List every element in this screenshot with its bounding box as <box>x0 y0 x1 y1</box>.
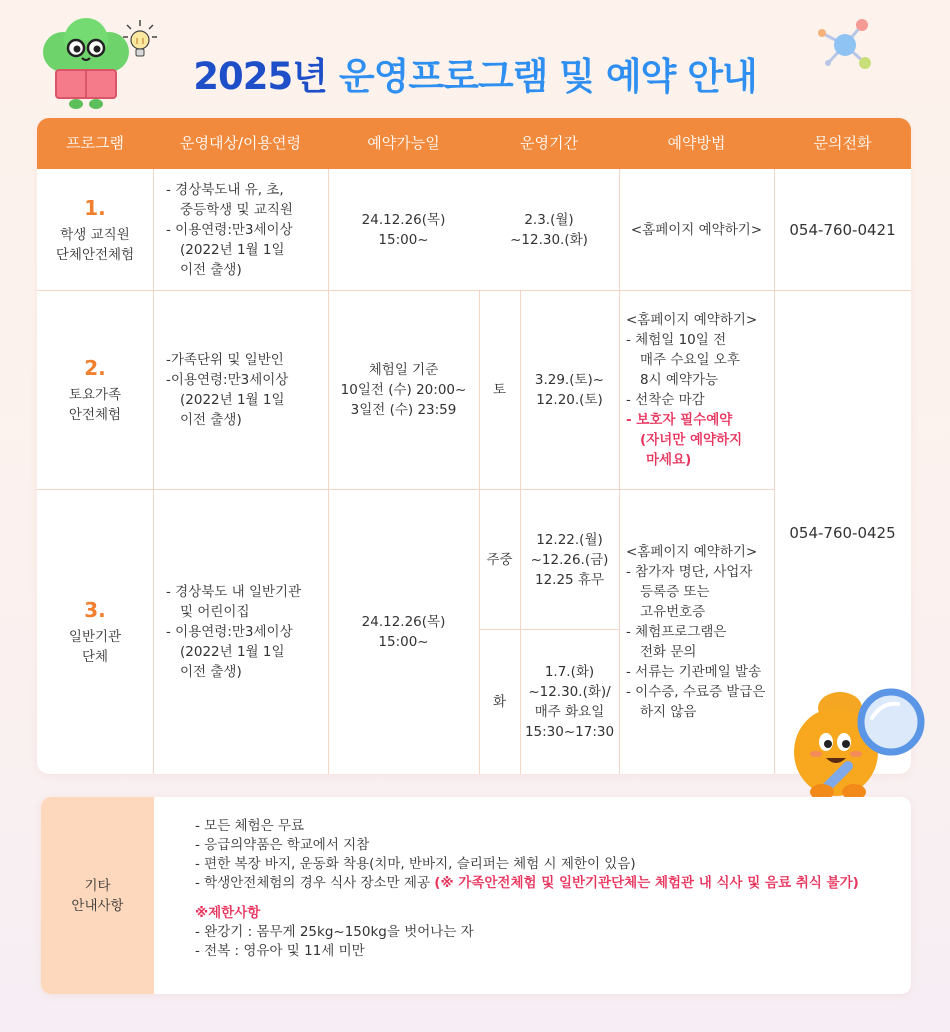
row1-method <box>619 169 774 290</box>
row2-reserve-date-line: 체험일 기준 <box>368 362 439 378</box>
row3-target-line: 이전 출생) <box>180 664 242 680</box>
notes-label <box>41 797 154 994</box>
row3b-period-line: ~12.30.(화)/ <box>528 684 611 700</box>
row3b-period-line: 15:30~17:30 <box>524 724 615 740</box>
page-title <box>0 46 950 100</box>
row1-target <box>166 169 326 290</box>
meal-notice: (※ 가족안전체험 및 일반기관단체는 체험관 내 식사 및 음료 취식 불가) <box>434 875 859 891</box>
row1-name-line1: 학생 교직원 <box>60 226 130 243</box>
note-line-meal <box>195 874 859 893</box>
row1-number: 1. <box>84 195 106 220</box>
row1-method-text: <홈페이지 예약하기> <box>630 221 763 238</box>
row2-period-line: 12.20.(토) <box>536 392 603 408</box>
program-table <box>37 118 911 774</box>
row3-reserve-date-line: 15:00~ <box>378 634 429 650</box>
row3-target-line: 및 어린이집 <box>180 604 250 620</box>
row2-target-line: -이용연령:만3세이상 <box>166 372 289 388</box>
shared-phone-number: 054-760-0425 <box>789 523 896 542</box>
note-line: - 편한 복장 바지, 운동화 착용(치마, 반바지, 슬리퍼는 체험 시 제한이 있음) <box>195 856 636 872</box>
row2-method-line: - 보호자 필수예약 <box>626 412 733 428</box>
row3-name-line1: 일반기관 <box>68 629 122 645</box>
title-text: 운영프로그램 및 예약 안내 <box>338 55 757 98</box>
row2-target-line: (2022년 1월 1일 <box>180 392 285 408</box>
row3-reserve-date <box>328 490 479 774</box>
row2-method-line: 마세요) <box>646 452 692 468</box>
restriction-line: - 완강기 : 몸무게 25kg~150kg을 벗어나는 자 <box>195 924 474 940</box>
row3-method-line: 전화 문의 <box>640 644 697 660</box>
header-target: 운영대상/이용연령 <box>180 134 301 152</box>
row3a-period <box>520 490 619 629</box>
row3-method-line: <홈페이지 예약하기> <box>626 544 758 560</box>
row3-target <box>166 490 326 774</box>
row2-target <box>166 291 326 489</box>
row3a-period-line: 12.22.(월) <box>536 531 603 548</box>
row2-target-line: 이전 출생) <box>180 412 242 428</box>
row1-name-line2: 단체안전체험 <box>55 246 135 263</box>
row3-target-line: - 이용연령:만3세이상 <box>166 624 293 640</box>
note-line: - 응급의약품은 학교에서 지참 <box>195 837 370 853</box>
row1-phone-number: 054-760-0421 <box>789 220 896 239</box>
row2-period <box>520 291 619 489</box>
row3-target-line: (2022년 1월 1일 <box>180 644 285 660</box>
row3-method-line: - 참가자 명단, 사업자 <box>626 564 753 580</box>
row3a-period-line: 12.25 휴무 <box>534 571 605 588</box>
row1-reserve-date-line: 24.12.26(목) <box>361 211 446 228</box>
row2-program <box>37 291 153 489</box>
row3a-day-label: 주중 <box>486 551 513 568</box>
row2-day-label: 토 <box>492 382 507 398</box>
row3-number: 3. <box>84 598 106 622</box>
row2-method-line: - 선착순 마감 <box>626 392 705 408</box>
row3b-period <box>520 630 619 774</box>
header-reserve-date: 예약가능일 <box>367 134 440 152</box>
row2-day <box>479 291 520 489</box>
row2-method <box>626 291 772 489</box>
row1-target-line: - 경상북도내 유, 초, <box>166 181 284 198</box>
row1-period <box>479 169 619 290</box>
header-method: 예약방법 <box>667 134 726 152</box>
row3-method <box>626 490 772 774</box>
row3-method-line: 등록증 또는 <box>640 584 710 600</box>
table-header <box>37 118 911 169</box>
row1-phone <box>774 169 911 290</box>
row2-method-line: - 체험일 10일 전 <box>626 332 727 348</box>
row3b-day-label: 화 <box>492 694 507 710</box>
row2-name-line2: 안전체험 <box>68 407 122 423</box>
row1-target-line: 중등학생 및 교직원 <box>180 201 293 218</box>
row3b-period-line: 1.7.(화) <box>544 664 595 680</box>
header-period: 운영기간 <box>520 134 578 152</box>
row3-target-line: - 경상북도 내 일반기관 <box>166 584 302 600</box>
row3-method-line: 고유번호증 <box>640 604 706 620</box>
header-program: 프로그램 <box>66 134 124 152</box>
row3-method-line: - 체험프로그램은 <box>626 624 727 640</box>
row3b-period-line: 매주 화요일 <box>534 704 605 720</box>
row3-method-line: 하지 않음 <box>640 704 697 720</box>
orange-character-magnifier-icon <box>786 680 950 802</box>
row2-number: 2. <box>84 356 106 380</box>
header-phone: 문의전화 <box>813 134 872 152</box>
row3a-day <box>479 490 520 629</box>
notes-label-line: 기타 <box>84 877 111 894</box>
row1-period-line: 2.3.(월) <box>524 211 574 228</box>
notes-label-line: 안내사항 <box>71 897 124 914</box>
row1-target-line: - 이용연령:만3세이상 <box>166 221 293 238</box>
row2-method-line: <홈페이지 예약하기> <box>626 312 758 328</box>
row2-reserve-date-line: 10일전 (수) 20:00~ <box>340 382 467 398</box>
row2-method-line: 8시 예약가능 <box>640 372 719 388</box>
row2-method-line: (자녀만 예약하지 <box>640 432 743 448</box>
row2-method-line: 매주 수요일 오후 <box>640 352 740 368</box>
restriction-line: - 전복 : 영유아 및 11세 미만 <box>195 943 365 959</box>
row2-reserve-date <box>328 291 479 489</box>
row3-method-line: - 이수증, 수료증 발급은 <box>626 684 766 700</box>
row3a-period-line: ~12.26.(금) <box>530 551 609 568</box>
row1-reserve-date-line: 15:00~ <box>378 231 429 248</box>
row2-period-line: 3.29.(토)~ <box>534 372 605 388</box>
row1-program <box>37 169 153 290</box>
note-line: - 모든 체험은 무료 <box>195 818 305 834</box>
title-year: 2025년 <box>193 55 328 98</box>
row2-name-line1: 토요가족 <box>68 387 122 403</box>
notes-card <box>41 797 911 994</box>
row3-program <box>37 490 153 774</box>
meal-line-text: - 학생안전체험의 경우 식사 장소만 제공 <box>195 875 430 891</box>
row1-target-line: 이전 출생) <box>180 261 242 278</box>
notes-content <box>195 817 859 961</box>
row2-target-line: -가족단위 및 일반인 <box>166 352 284 368</box>
row3-method-line: - 서류는 기관메일 발송 <box>626 664 762 680</box>
restriction-title: ※제한사항 <box>195 905 261 921</box>
row1-period-line: ~12.30.(화) <box>510 231 588 248</box>
row1-reserve-date <box>328 169 479 290</box>
row3-name-line2: 단체 <box>81 649 109 665</box>
row3b-day <box>479 630 520 774</box>
row3-reserve-date-line: 24.12.26(목) <box>361 614 446 630</box>
row2-reserve-date-line: 3일전 (수) 23:59 <box>350 402 457 418</box>
row1-target-line: (2022년 1월 1일 <box>180 241 285 258</box>
